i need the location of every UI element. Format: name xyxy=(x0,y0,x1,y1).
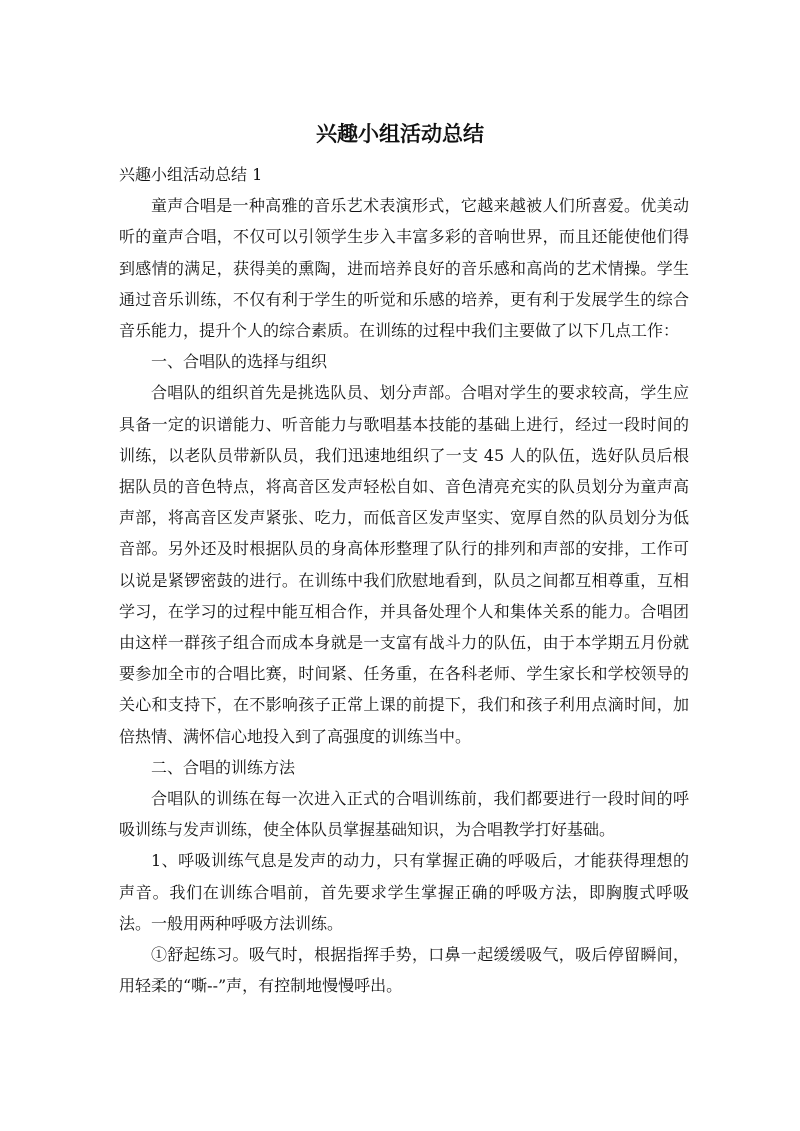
section-heading-2: 二、合唱的训练方法 xyxy=(151,757,296,777)
document-subtitle: 兴趣小组活动总结 1 xyxy=(119,165,263,184)
section-heading-1: 一、合唱队的选择与组织 xyxy=(151,352,328,372)
paragraph-intro: 童声合唱是一种高雅的音乐艺术表演形式，它越来越被人们所喜爱。优美动听的童声合唱，不仅可以引领学生步入丰富多彩的音响世界，而且还能使他们得到感情的满足，获得美的熏陶，进而培养良好的音乐感和高尚的艺术情操。学生通过音乐训练，不仅有利于学生的听觉和乐感的培养，更有利于发展学生的综合音乐能力，提升个人的综合素质。在训练的过程中我们主要做了以下几点工作： xyxy=(119,196,689,341)
paragraph-training-overview: 合唱队的训练在每一次进入正式的合唱训练前，我们都要进行一段时间的呼吸训练与发声训练，使全体队员掌握基础知识，为合唱教学打好基础。 xyxy=(119,789,689,840)
document-title: 兴趣小组活动总结 xyxy=(316,122,484,146)
paragraph-exercise-1: ①舒起练习。吸气时，根据指挥手势，口鼻一起缓缓吸气，吸后停留瞬间，用轻柔的“嘶--”声，有控制地慢慢呼出。 xyxy=(119,945,689,996)
document-body xyxy=(119,159,689,1001)
paragraph-breathing-training: 1、呼吸训练气息是发声的动力，只有掌握正确的呼吸后，才能获得理想的声音。我们在训练合唱前，首先要求学生掌握正确的呼吸方法，即胸腹式呼吸法。一般用两种呼吸方法训练。 xyxy=(119,851,689,933)
paragraph-team-organization: 合唱队的组织首先是挑选队员、划分声部。合唱对学生的要求较高，学生应具备一定的识谱能力、听音能力与歌唱基本技能的基础上进行，经过一段时间的训练，以老队员带新队员，我们迅速地组织了一支 45 人的队伍，选好队员后根据队员的音色特点，将高音区发声轻松自如、音色清亮充实的队员划分为童声高声部，将高音区发声紧张、吃力，而低音区发声坚实、宽厚自然的队员划分为低音部。另外还及时根据队员的身高体形整理了队行的排列和声部的安排，工作可以说是紧锣密鼓的进行。在训练中我们欣慰地看到，队员之间都互相尊重，互相学习，在学习的过程中能互相合作，并具备处理个人和集体关系的能力。合唱团由这样一群孩子组合而成本身就是一支富有战斗力的队伍，由于本学期五月份就要参加全市的合唱比赛，时间紧、任务重，在各科老师、学生家长和学校领导的关心和支持下，在不影响孩子正常上课的前提下，我们和孩子利用点滴时间，加倍热情、满怀信心地投入到了高强度的训练当中。 xyxy=(119,383,689,746)
